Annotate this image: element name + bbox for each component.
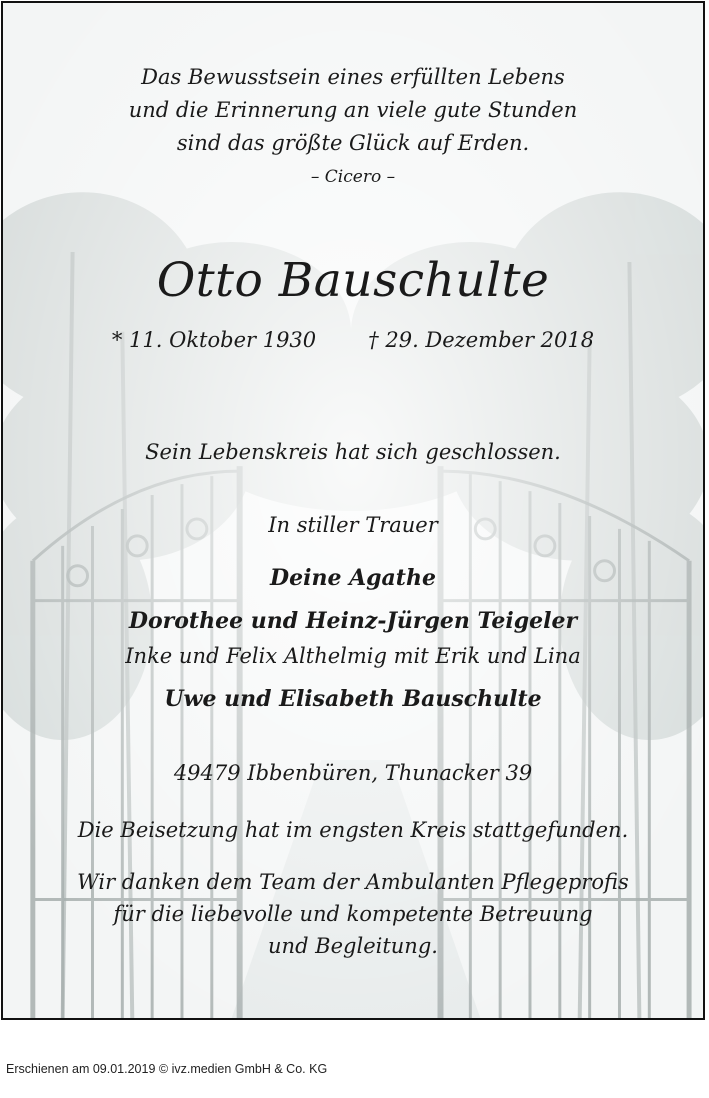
deceased-name: Otto Bauschulte [156, 253, 550, 308]
death-date: † 29. Dezember 2018 [368, 328, 595, 352]
motto-text: Sein Lebenskreis hat sich geschlossen. [145, 440, 561, 464]
mourner-line-3: Inke und Felix Althelmig mit Erik und Lina [125, 644, 581, 668]
life-dates [3, 328, 703, 352]
mourner-line-1: Deine Agathe [270, 565, 436, 591]
quote-line-3: sind das größte Glück auf Erden. [176, 131, 530, 155]
publication-footer: Erschienen am 09.01.2019 © ivz.medien GmbH & Co. KG [6, 1062, 328, 1076]
thanks-line-1: Wir danken dem Team der Ambulanten Pflegeprofis [77, 870, 629, 894]
birth-date: * 11. Oktober 1930 [111, 328, 317, 352]
obituary-content [3, 3, 703, 1018]
mourner-line-4: Uwe und Elisabeth Bauschulte [164, 686, 542, 712]
burial-note: Die Beisetzung hat im engsten Kreis stattgefunden. [77, 818, 629, 842]
mourning-intro: In stiller Trauer [268, 513, 438, 537]
quote-author: – Cicero – [310, 167, 396, 187]
address-text: 49479 Ibbenbüren, Thunacker 39 [173, 761, 533, 785]
quote-line-1: Das Bewusstsein eines erfüllten Lebens [141, 65, 565, 89]
obituary-card [1, 1, 705, 1020]
thanks-line-2: für die liebevolle und kompetente Betreuung [113, 902, 593, 926]
quote-line-2: und die Erinnerung an viele gute Stunden [128, 98, 578, 122]
mourner-line-2: Dorothee und Heinz-Jürgen Teigeler [128, 608, 578, 634]
thanks-line-3: und Begleitung. [268, 934, 438, 958]
